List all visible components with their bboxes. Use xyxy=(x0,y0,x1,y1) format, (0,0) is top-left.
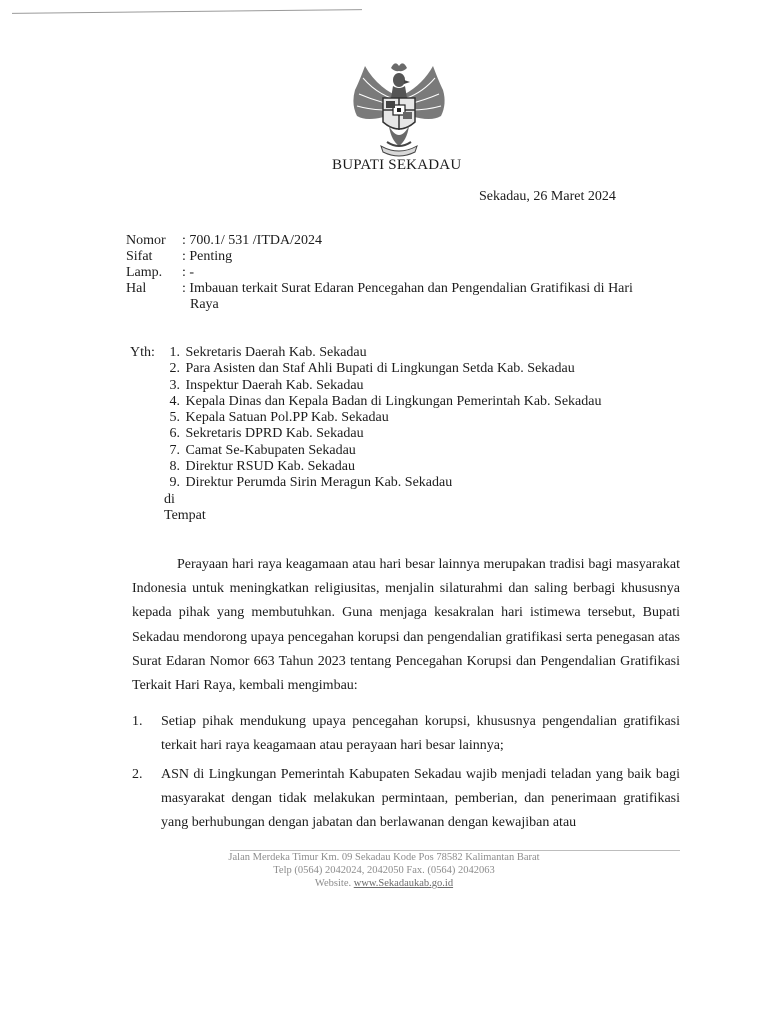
letterhead-title: BUPATI SEKADAU xyxy=(332,157,462,173)
footer-address: Jalan Merdeka Timur Km. 09 Sekadau Kode Pos 78582 Kalimantan Barat xyxy=(228,852,540,863)
meta-label-hal: Hal xyxy=(126,281,147,296)
footer-website-label: Website. xyxy=(314,878,352,889)
list-item-text: Direktur Perumda Sirin Meragun Kab. Sekadau xyxy=(185,475,453,491)
list-item-number: 5. xyxy=(169,410,180,426)
list-item-text: Para Asisten dan Staf Ahli Bupati di Lingkungan Setda Kab. Sekadau xyxy=(185,361,575,377)
meta-label-nomor: Nomor xyxy=(126,233,166,248)
list-item-number: 8. xyxy=(169,459,180,475)
meta-value-hal-cont: Raya xyxy=(190,297,219,312)
scan-edge-line xyxy=(12,9,362,14)
meta-label-sifat: Sifat xyxy=(126,249,153,264)
list-item-text: Sekretaris DPRD Kab. Sekadau xyxy=(185,426,364,442)
list-item xyxy=(164,475,601,491)
letterhead-footer xyxy=(196,851,572,890)
list-item-number: 2. xyxy=(132,767,143,782)
footer-website-link[interactable]: www.Sekadaukab.go.id xyxy=(353,878,454,889)
list-item-text: Camat Se-Kabupaten Sekadau xyxy=(185,442,356,458)
list-item-number: 1. xyxy=(132,714,143,729)
list-item xyxy=(164,426,601,442)
list-item-text: Inspektur Daerah Kab. Sekadau xyxy=(185,377,364,393)
list-item-number: 6. xyxy=(169,426,180,442)
meta-value-hal: : Imbauan terkait Surat Edaran Pencegahan dan Pengendalian Gratifikasi di Hari xyxy=(182,281,633,296)
list-item-text: Direktur RSUD Kab. Sekadau xyxy=(185,459,356,475)
body-paragraph: Perayaan hari raya keagamaan atau hari besar lainnya merupakan tradisi bagi masyarakat Indonesia untuk meningkatkan religiusitas, menjalin silaturahmi dan saling berbagi khususnya kepada pihak yang membutuhkan. Guna menjaga kesakralan hari istimewa tersebut, Bupati Sekadau mendorong upaya pencegahan korupsi dan pengendalian gratifikasi serta penegasan atas Surat Edaran Nomor 663 Tahun 2023 tentang Pencegahan Korupsi dan Pengendalian Gratifikasi Terkait Hari Raya, kembali mengimbau: xyxy=(132,557,680,694)
list-item-number: 1. xyxy=(169,345,180,360)
addressee-label: Yth: xyxy=(130,345,155,360)
list-item xyxy=(164,378,601,394)
list-item-text: Kepala Dinas dan Kepala Badan di Lingkungan Pemerintah Kab. Sekadau xyxy=(185,393,602,409)
list-item xyxy=(164,410,601,426)
meta-value-lamp: : - xyxy=(182,265,195,280)
list-item-text: Sekretaris Daerah Kab. Sekadau xyxy=(185,345,367,360)
list-item-number: 3. xyxy=(169,377,180,393)
list-item xyxy=(164,394,601,410)
letter-date: Sekadau, 26 Maret 2024 xyxy=(479,189,616,204)
footer-phone: Telp (0564) 2042024, 2042050 Fax. (0564) 2042063 xyxy=(273,865,495,876)
addressee-place: Tempat xyxy=(164,508,206,523)
addressee-di: di xyxy=(164,492,175,507)
list-item xyxy=(164,361,601,377)
list-item xyxy=(164,459,601,475)
list-item-text: Setiap pihak mendukung upaya pencegahan korupsi, khususnya pengendalian gratifikasi terkait hari raya keagamaan atau perayaan hari besar lainnya; xyxy=(161,714,680,754)
meta-label-lamp: Lamp. xyxy=(126,265,163,280)
list-item xyxy=(164,345,601,361)
meta-value-sifat: : Penting xyxy=(182,249,233,264)
list-item-number: 2. xyxy=(169,361,180,377)
list-item xyxy=(164,443,601,459)
garuda-emblem-icon xyxy=(345,60,453,164)
list-item-text: Kepala Satuan Pol.PP Kab. Sekadau xyxy=(185,410,389,426)
meta-value-nomor: : 700.1/ 531 /ITDA/2024 xyxy=(182,233,322,248)
footer-website-line xyxy=(196,877,572,890)
list-item-text: ASN di Lingkungan Pemerintah Kabupaten Sekadau wajib menjadi teladan yang baik bagi masyarakat dengan tidak melakukan permintaan, pemberian, dan penerimaan gratifikasi yang berhubungan dengan jabatan dan berlawanan dengan kewajiban atau xyxy=(161,767,680,831)
list-item-number: 7. xyxy=(169,442,180,458)
recipient-list xyxy=(164,345,601,492)
list-item-number: 9. xyxy=(169,475,180,491)
list-item-number: 4. xyxy=(169,393,180,409)
